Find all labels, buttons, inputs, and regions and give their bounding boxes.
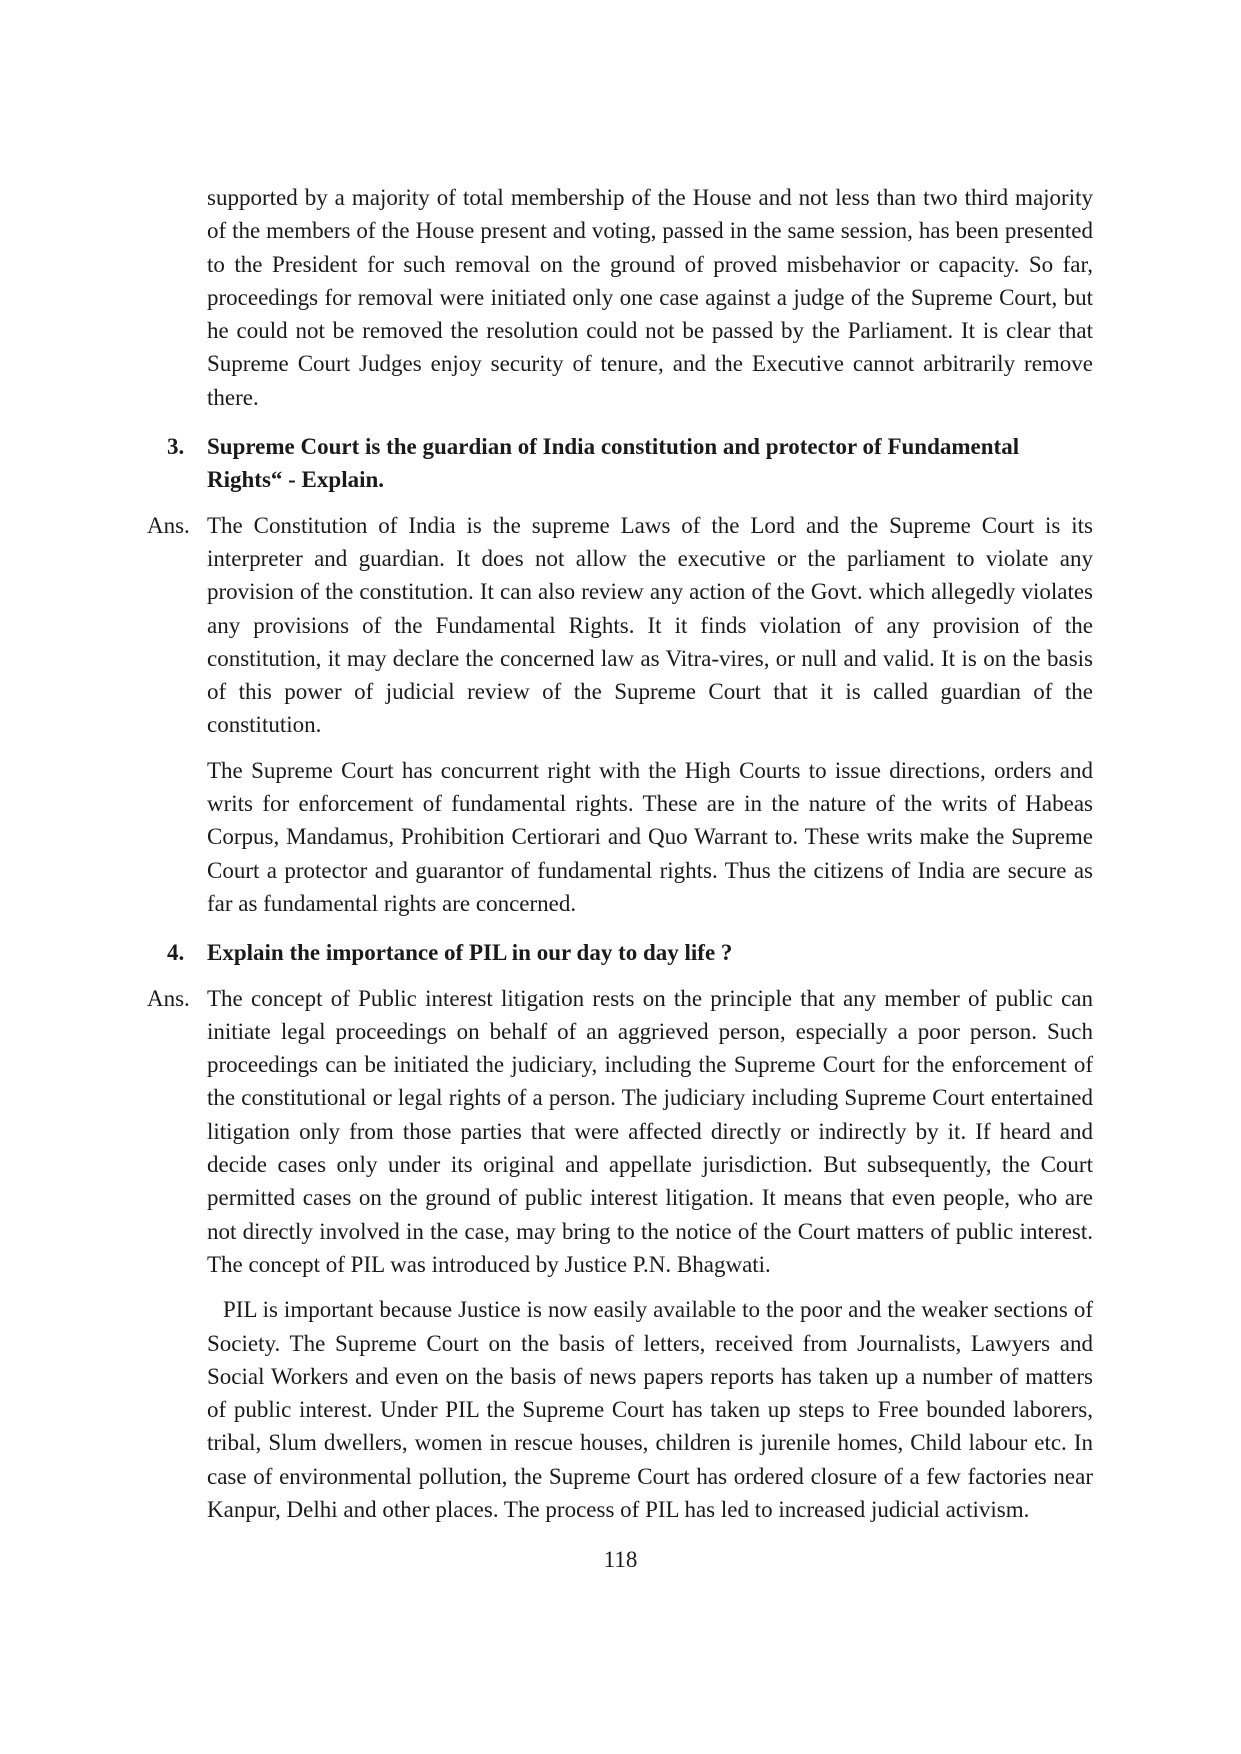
answer-3 (147, 509, 1093, 921)
answer-label: Ans. (147, 512, 190, 538)
answer-paragraph: The Supreme Court has concurrent right with the High Courts to issue directions, orders and writs for enforcement of fundamental rights. These are in the nature of the writs of Habeas Corpus, Mandamus, Prohibition Certiorari and Quo Warrant to. These writs make the Supreme Court a protector and guarantor of fundamental rights. Thus the citizens of India are secure as far as fundamental rights are concerned. (207, 757, 1093, 916)
answer-paragraph: The Constitution of India is the supreme Laws of the Lord and the Supreme Court is its interpreter and guardian. It does not allow the executive or the parliament to violate any provision of the constitution. It can also review any action of the Govt. which allegedly violates any provisions of the Fundamental Rights. It it finds violation of any provision of the constitution, it may declare the concerned law as Vitra-vires, or null and valid. It is on the basis of this power of judicial review of the Supreme Court that it is called guardian of the constitution. (207, 512, 1093, 738)
question-block-3 (147, 430, 1093, 920)
answer-paragraph: PIL is important because Justice is now easily available to the poor and the weaker sections of Society. The Supreme Court on the basis of letters, received from Journalists, Lawyers and Social Workers and even on the basis of news papers reports has taken up a number of matters of public interest. Under PIL the Supreme Court has taken up steps to Free bounded laborers, tribal, Slum dwellers, women in rescue houses, children is jurenile homes, Child labour etc. In case of environmental pollution, the Supreme Court has ordered closure of a few factories near Kanpur, Delhi and other places. The process of PIL has led to increased judicial activism. (207, 1297, 1093, 1522)
question-3 (167, 430, 1093, 497)
answer-paragraph: The concept of Public interest litigation rests on the principle that any member of public can initiate legal proceedings on behalf of an aggrieved person, especially a poor person. Such proceedings can be initiated the judiciary, including the Supreme Court for the enforcement of the constitutional or legal rights of a person. The judiciary including Supreme Court entertained litigation only from those parties that were affected directly or indirectly by it. If heard and decide cases only under its original and appellate jurisdiction. But subsequently, the Court permitted cases on the ground of public interest litigation. It means that even people, who are not directly involved in the case, may bring to the notice of the Court matters of public interest. The concept of PIL was introduced by Justice P.N. Bhagwati. (207, 985, 1093, 1277)
answer-4 (147, 982, 1093, 1527)
continued-paragraph: supported by a majority of total membership of the House and not less than two third majority of the members of the House present and voting, passed in the same session, has been presented to the President for such removal on the ground of proved misbehavior or capacity. So far, proceedings for removal were initiated only one case against a judge of the Supreme Court, but he could not be removed the resolution could not be passed by the Parliament. It is clear that Supreme Court Judges enjoy security of tenure, and the Executive cannot arbitrarily remove there. (207, 185, 1093, 410)
question-number: 3. (167, 434, 185, 460)
answer-label: Ans. (147, 985, 190, 1011)
page-number: 118 (603, 1547, 638, 1572)
page-body (147, 181, 1093, 1526)
question-4 (167, 936, 1093, 969)
question-block-4 (147, 936, 1093, 1526)
question-text: Supreme Court is the guardian of India constitution and protector of Fundamental Rights“ - Explain. (207, 434, 1020, 493)
question-number: 4. (167, 940, 185, 966)
question-text: Explain the importance of PIL in our day to day life ? (207, 940, 733, 966)
